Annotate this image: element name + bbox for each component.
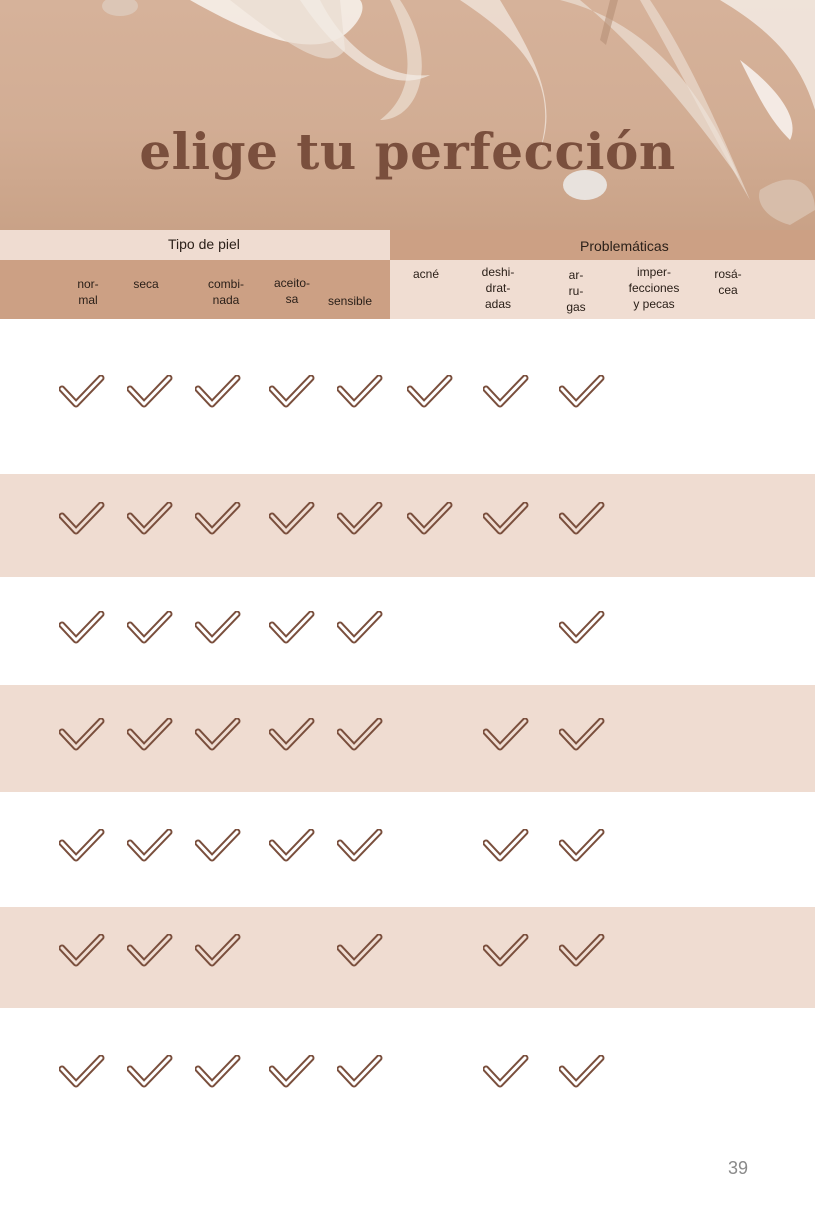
checkmark-icon: [195, 611, 241, 647]
concerns-header-label: Problemáticas: [580, 238, 669, 254]
checkmark-icon: [269, 502, 315, 538]
checkmark-icon: [269, 718, 315, 754]
hero-banner: [0, 0, 815, 230]
checkmark-icon: [59, 611, 105, 647]
checkmark-icon: [269, 829, 315, 865]
checkmark-icon: [269, 1055, 315, 1091]
column-header-seca: seca: [133, 277, 159, 291]
checkmark-icon: [407, 502, 453, 538]
checkmark-icon: [559, 375, 605, 411]
cream-texture-illustration: [0, 0, 815, 230]
checkmark-icon: [195, 1055, 241, 1091]
checkmark-icon: [407, 375, 453, 411]
checkmark-icon: [127, 502, 173, 538]
checkmark-icon: [337, 829, 383, 865]
checkmark-icon: [59, 718, 105, 754]
checkmark-icon: [195, 502, 241, 538]
column-header-normal: nor- mal: [77, 277, 99, 307]
table-row: [0, 685, 815, 792]
checkmark-icon: [195, 375, 241, 411]
column-header-combinada: combi- nada: [207, 277, 244, 307]
checkmark-icon: [483, 934, 529, 970]
checkmark-icon: [127, 375, 173, 411]
table-row: [0, 907, 815, 1008]
table-row: [0, 577, 815, 685]
checkmark-icon: [337, 375, 383, 411]
checkmark-icon: [483, 502, 529, 538]
checkmark-icon: [337, 934, 383, 970]
table-row: [0, 1008, 815, 1148]
checkmark-icon: [59, 502, 105, 538]
skin-type-header-label: Tipo de piel: [168, 236, 240, 252]
checkmark-icon: [483, 375, 529, 411]
checkmark-icon: [483, 718, 529, 754]
concerns-header: [390, 230, 815, 260]
checkmark-icon: [559, 1055, 605, 1091]
column-header-deshidratadas: deshi- drat- adas: [481, 265, 515, 311]
checkmark-icon: [337, 1055, 383, 1091]
checkmark-icon: [559, 934, 605, 970]
checkmark-icon: [483, 829, 529, 865]
checkmark-icon: [195, 718, 241, 754]
checkmark-icon: [337, 611, 383, 647]
checkmark-icon: [559, 718, 605, 754]
column-header-acne: acné: [412, 267, 440, 281]
checkmark-icon: [483, 1055, 529, 1091]
column-header-arrugas: ar- ru- gas: [566, 268, 586, 314]
checkmark-icon: [59, 1055, 105, 1091]
checkmark-icon: [559, 611, 605, 647]
checkmark-icon: [559, 829, 605, 865]
page-title: elige tu perfección: [139, 122, 676, 181]
column-header-imperfecciones: imper- fecciones y pecas: [628, 265, 680, 311]
checkmark-icon: [559, 502, 605, 538]
table-row: [0, 792, 815, 907]
checkmark-icon: [127, 611, 173, 647]
column-header-rosacea: rosá- cea: [714, 267, 742, 297]
checkmark-icon: [269, 611, 315, 647]
checkmark-icon: [195, 829, 241, 865]
checkmark-icon: [337, 502, 383, 538]
column-header-aceitosa: aceito- sa: [273, 276, 311, 306]
checkmark-icon: [59, 375, 105, 411]
checkmark-icon: [127, 718, 173, 754]
checkmark-icon: [269, 375, 315, 411]
checkmark-icon: [127, 1055, 173, 1091]
checkmark-icon: [337, 718, 383, 754]
checkmark-icon: [127, 934, 173, 970]
checkmark-icon: [195, 934, 241, 970]
checkmark-icon: [127, 829, 173, 865]
column-header-sensible: sensible: [327, 294, 373, 308]
checkmark-icon: [59, 829, 105, 865]
page-number: 39: [728, 1158, 749, 1178]
skin-type-header: [0, 230, 390, 260]
checkmark-icon: [59, 934, 105, 970]
